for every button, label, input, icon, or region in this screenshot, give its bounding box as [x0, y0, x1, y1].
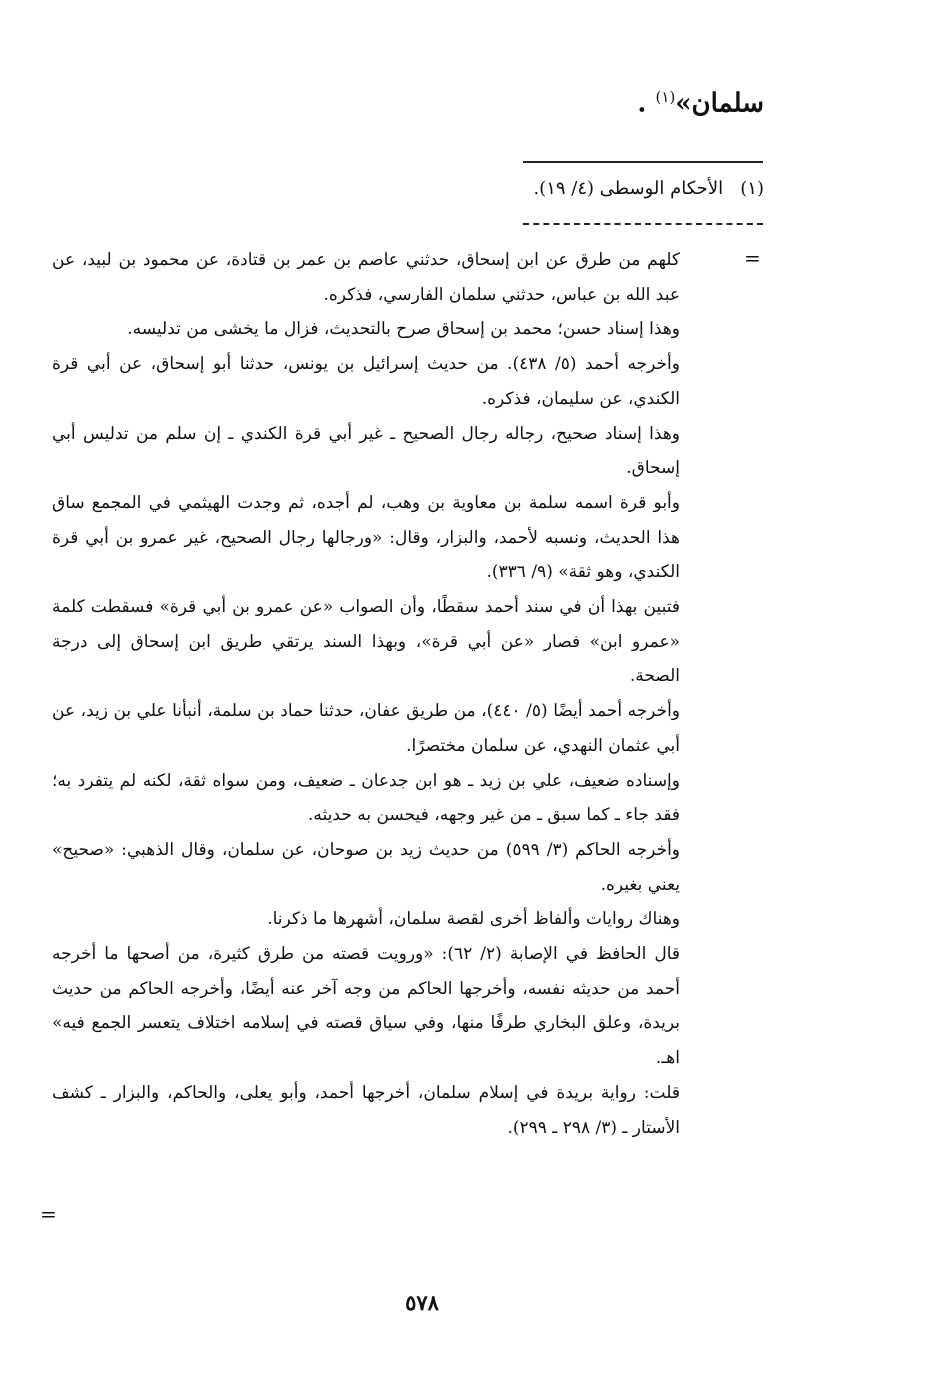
paragraph: وأخرجه الحاكم (٣/ ٥٩٩) من حديث زيد بن صوحان، عن سلمان، وقال الذهبي: «صحيح» يعني بغيره.: [52, 839, 681, 895]
paragraph: قال الحافظ في الإصابة (٢/ ٦٢): «ورويت قصته من طرق كثيرة، من أصحها ما أخرجه أحمد من حديثه نفسه، وأخرجها الحاكم من وجه آخر عنه أيضًا، وأخرجه الحاكم من حديث بريدة، وعلق البخاري طرفًا منها، وفي سياق قصته في إسلامه اختلاف يتعسر الجمع فيه» اهـ.: [52, 944, 680, 1069]
page-number: ٥٧٨: [405, 1290, 439, 1315]
continuation-mark-top: =: [744, 246, 761, 270]
footnote-dashed-separator: [523, 223, 763, 225]
main-text-period: .: [637, 88, 656, 119]
footnote-text: الأحكام الوسطى (٤/ ١٩).: [533, 178, 724, 199]
paragraph: قلت: رواية بريدة في إسلام سلمان، أخرجها أحمد، وأبو يعلى، والحاكم، والبزار ـ كشف الأستار ـ (٣/ ٢٩٨ ـ ٢٩٩).: [52, 1082, 680, 1138]
continuation-mark-bottom: =: [40, 1202, 57, 1226]
paragraph: وأبو قرة اسمه سلمة بن معاوية بن وهب، لم أجده، ثم وجدت الهيثمي في المجمع ساق هذا الحديث، ونسبه لأحمد، والبزار، وقال: «ورجالها رجال الصحيح، غير عمرو بن أبي قرة الكندي، وهو ثقة» (٩/ ٣٣٦).: [52, 492, 680, 583]
main-text-line: [637, 88, 764, 119]
footnote-separator: [523, 161, 763, 163]
continued-footnote-body: [52, 243, 680, 1145]
paragraph: وهناك روايات وألفاظ أخرى لقصة سلمان، أشهرها ما ذكرنا.: [267, 909, 680, 930]
paragraph: وأخرجه أحمد أيضًا (٥/ ٤٤٠)، من طريق عفان، حدثنا حماد بن سلمة، أنبأنا علي بن زيد، عن أبي عثمان النهدي، عن سلمان مختصرًا.: [52, 701, 681, 756]
paragraph: وهذا إسناد صحيح، رجاله رجال الصحيح ـ غير أبي قرة الكندي ـ إن سلم من تدليس أبي إسحاق.: [52, 423, 680, 479]
footnote-number: (١): [740, 178, 764, 199]
footnote: [533, 178, 764, 199]
paragraph: فتبين بهذا أن في سند أحمد سقطًا، وأن الصواب «عن عمرو بن أبي قرة» فسقطت كلمة «عمرو ابن» فصار «عن أبي قرة»، وبهذا السند يرتقي طريق ابن إسحاق إلى درجة الصحة.: [52, 597, 680, 687]
footnote-reference[interactable]: (١): [655, 88, 676, 106]
paragraph: كلهم من طرق عن ابن إسحاق، حدثني عاصم بن عمر بن قتادة، عن محمود بن لبيد، عن عبد الله بن عباس، حدثني سلمان الفارسي، فذكره.: [52, 250, 680, 305]
paragraph: وأخرجه أحمد (٥/ ٤٣٨). من حديث إسرائيل بن يونس، حدثنا أبو إسحاق، عن أبي قرة الكندي، عن سليمان، فذكره.: [52, 354, 680, 409]
paragraph: وهذا إسناد حسن؛ محمد بن إسحاق صرح بالتحديث، فزال ما يخشى من تدليسه.: [127, 319, 680, 340]
main-text: سلمان»: [675, 88, 764, 119]
paragraph: وإسناده ضعيف، علي بن زيد ـ هو ابن جدعان ـ ضعيف، ومن سواه ثقة، لكنه لم يتفرد به؛ فقد جاء ـ كما سبق ـ من غير وجهه، فيحسن به حديثه.: [52, 770, 680, 826]
